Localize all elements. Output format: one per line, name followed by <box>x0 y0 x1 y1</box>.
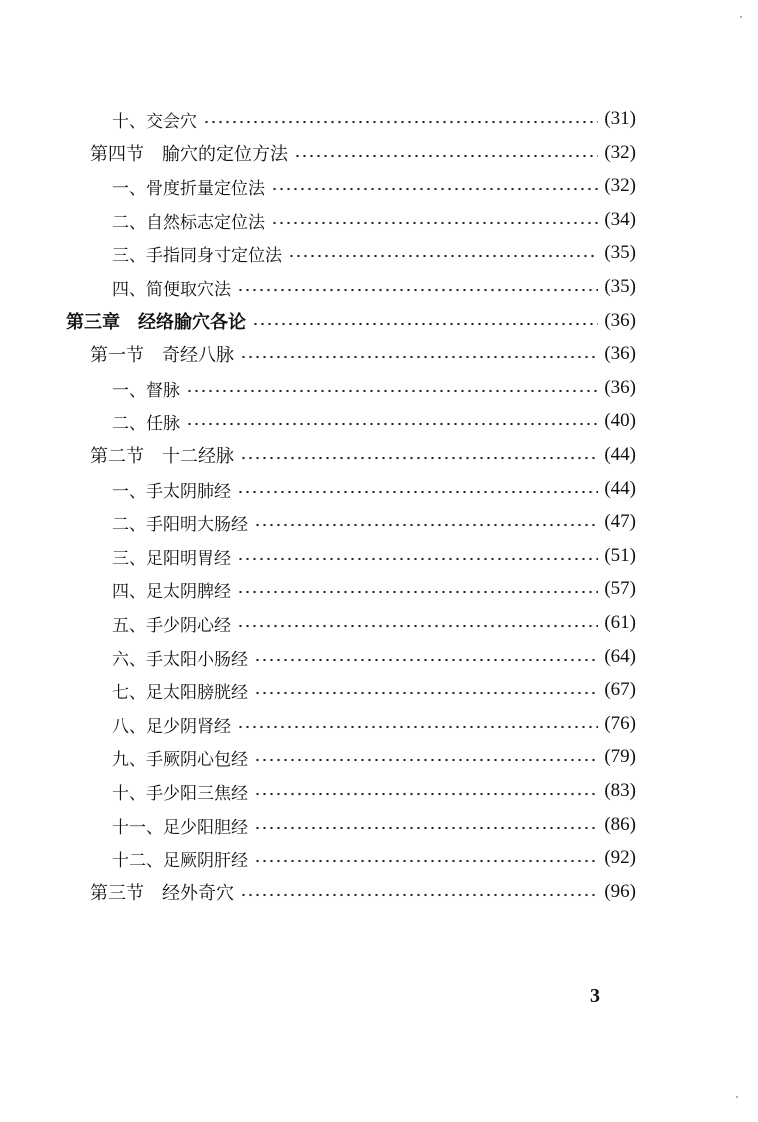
dot-leader <box>186 422 598 426</box>
toc-entry-title: 二、任脉 <box>112 413 180 434</box>
dot-leader <box>254 792 598 796</box>
toc-entry-title: 第一节 奇经八脉 <box>90 345 234 366</box>
dot-leader <box>254 758 598 762</box>
toc-entry-page: (36) <box>604 377 636 398</box>
toc-entry-page: (64) <box>604 646 636 667</box>
dot-leader <box>186 389 598 393</box>
dot-leader <box>254 658 598 662</box>
toc-entry-title: 四、足太阴脾经 <box>112 581 231 602</box>
toc-entry-section <box>90 339 636 369</box>
toc-entry-item <box>112 541 636 571</box>
toc-entry-item <box>112 843 636 873</box>
toc-entry-page: (51) <box>604 545 636 566</box>
dot-leader <box>240 893 598 897</box>
toc-entry-item <box>112 574 636 604</box>
toc-entry-title: 十一、足少阳胆经 <box>112 817 248 838</box>
toc-entry-page: (35) <box>604 276 636 297</box>
toc-entry-page: (32) <box>604 175 636 196</box>
toc-entry-title: 第三章 经络腧穴各论 <box>66 312 246 333</box>
toc-entry-title: 八、足少阴肾经 <box>112 716 231 737</box>
toc-entry-item <box>112 474 636 504</box>
toc-entry-page: (86) <box>604 814 636 835</box>
toc-entry-page: (36) <box>604 343 636 364</box>
dot-leader <box>237 590 598 594</box>
toc-entry-title: 第三节 经外奇穴 <box>90 883 234 904</box>
toc-entry-item <box>112 406 636 436</box>
toc-entry-title: 四、简便取穴法 <box>112 279 231 300</box>
toc-entry-item <box>112 507 636 537</box>
toc-entry-title: 第四节 腧穴的定位方法 <box>90 144 288 165</box>
toc-entry-title: 一、手太阴肺经 <box>112 481 231 502</box>
dot-leader <box>252 322 598 326</box>
toc-entry-page: (92) <box>604 847 636 868</box>
toc-entry-title: 九、手厥阴心包经 <box>112 749 248 770</box>
toc-entry-chapter <box>66 306 636 336</box>
toc-entry-page: (47) <box>604 511 636 532</box>
dot-leader <box>237 725 598 729</box>
toc-entry-item <box>112 675 636 705</box>
dot-leader <box>254 691 598 695</box>
toc-entry-page: (32) <box>604 142 636 163</box>
toc-entry-page: (79) <box>604 746 636 767</box>
toc-entry-item <box>112 608 636 638</box>
dot-leader <box>237 490 598 494</box>
dot-leader <box>294 154 598 158</box>
scan-speck <box>736 1096 738 1098</box>
dot-leader <box>271 221 598 225</box>
dot-leader <box>288 254 598 258</box>
toc-entry-page: (36) <box>604 310 636 331</box>
toc-entry-page: (83) <box>604 780 636 801</box>
toc-entry-title: 第二节 十二经脉 <box>90 446 234 467</box>
toc-entry-title: 三、足阳明胃经 <box>112 548 231 569</box>
toc-entry-section <box>90 440 636 470</box>
toc-entry-title: 二、自然标志定位法 <box>112 212 265 233</box>
toc-entry-page: (76) <box>604 713 636 734</box>
toc-entry-title: 二、手阳明大肠经 <box>112 514 248 535</box>
toc-entry-item <box>112 205 636 235</box>
toc-entry-item <box>112 709 636 739</box>
toc-entry-title: 三、手指同身寸定位法 <box>112 245 282 266</box>
toc-entry-title: 十二、足厥阴肝经 <box>112 850 248 871</box>
toc-entry-item <box>112 742 636 772</box>
toc-entry-item <box>112 810 636 840</box>
toc-entry-page: (44) <box>604 444 636 465</box>
dot-leader <box>237 557 598 561</box>
toc-entry-page: (35) <box>604 242 636 263</box>
dot-leader <box>237 624 598 628</box>
toc-entry-item <box>112 238 636 268</box>
toc-entry-page: (96) <box>604 881 636 902</box>
toc-entry-page: (31) <box>604 108 636 129</box>
dot-leader <box>254 523 598 527</box>
toc-entry-title: 一、督脉 <box>112 380 180 401</box>
dot-leader <box>240 355 598 359</box>
scan-speck <box>740 16 742 18</box>
toc-entry-item <box>112 272 636 302</box>
toc-entry-title: 十、交会穴 <box>112 111 197 132</box>
dot-leader <box>254 826 598 830</box>
toc-entry-item <box>112 373 636 403</box>
toc-entry-item <box>112 776 636 806</box>
toc-entry-page: (34) <box>604 209 636 230</box>
toc-entry-title: 七、足太阳膀胱经 <box>112 682 248 703</box>
toc-entry-title: 五、手少阴心经 <box>112 615 231 636</box>
dot-leader <box>271 187 598 191</box>
dot-leader <box>240 456 598 460</box>
page-number: 3 <box>590 985 600 1007</box>
toc-entry-page: (40) <box>604 410 636 431</box>
toc-entry-item <box>112 642 636 672</box>
toc-entry-item <box>112 104 636 134</box>
toc-entry-page: (57) <box>604 578 636 599</box>
toc-entry-title: 十、手少阳三焦经 <box>112 783 248 804</box>
toc-entry-item <box>112 171 636 201</box>
toc-entry-section <box>90 138 636 168</box>
dot-leader <box>237 288 598 292</box>
toc-entry-page: (44) <box>604 478 636 499</box>
toc-entry-title: 一、骨度折量定位法 <box>112 178 265 199</box>
toc-entry-section <box>90 877 636 907</box>
dot-leader <box>203 120 598 124</box>
toc-entry-title: 六、手太阳小肠经 <box>112 649 248 670</box>
toc-entry-page: (61) <box>604 612 636 633</box>
toc-entry-page: (67) <box>604 679 636 700</box>
dot-leader <box>254 859 598 863</box>
